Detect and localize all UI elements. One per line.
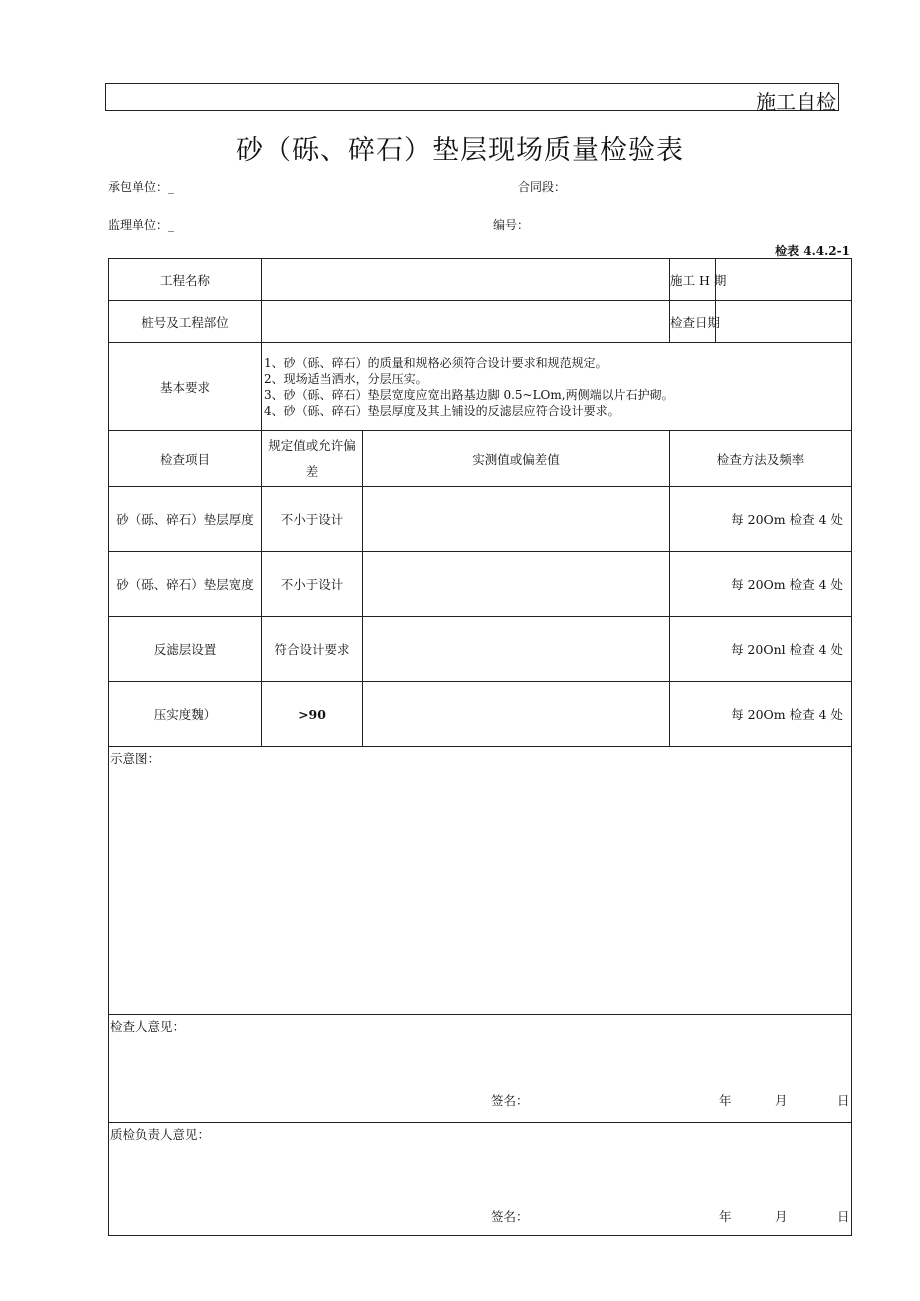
inspection-date-value[interactable] [716, 301, 852, 343]
check-method: 每 20Om 检查 4 处 [670, 487, 852, 552]
header-item: 检查项目 [109, 431, 262, 487]
requirements-list [262, 343, 852, 431]
check-spec: >90 [262, 682, 363, 747]
project-name-value[interactable] [262, 259, 670, 301]
check-method: 每 20Onl 检查 4 处 [670, 617, 852, 682]
station-row [109, 301, 852, 343]
inspector-sign-label: 签名： [491, 1093, 529, 1108]
supervisor-label: 监理单位：_ [108, 218, 175, 232]
requirement-item: 4、砂（砾、碎石）垫层厚度及其上铺设的反滤层应符合设计要求。 [264, 403, 620, 418]
check-item: 反滤层设置 [109, 617, 262, 682]
inspector-row [109, 1015, 852, 1123]
check-measured[interactable] [363, 682, 670, 747]
sketch-row [109, 747, 852, 1015]
self-check-label: 施工自检 [756, 90, 836, 114]
inspector-label: 检查人意见： [110, 1019, 186, 1034]
construction-date-text: 施工 H 期 [670, 272, 727, 288]
qc-lead-year: 年 [719, 1209, 732, 1224]
inspection-date-text: 检查日期 [670, 314, 721, 330]
requirement-item: 2、现场适当洒水，分层压实。 [264, 371, 428, 386]
requirements-row [109, 343, 852, 431]
inspector-day: 日 [837, 1093, 850, 1108]
qc-lead-opinion-area[interactable] [109, 1123, 852, 1236]
qc-lead-month: 月 [775, 1209, 788, 1224]
inspector-month: 月 [775, 1093, 788, 1108]
header-method: 检查方法及频率 [670, 431, 852, 487]
requirement-item: 3、砂（砾、碎石）垫层宽度应宽出路基边脚 0.5~LOm,两侧端以片石护砌。 [264, 387, 674, 402]
check-spec: 符合设计要求 [262, 617, 363, 682]
sketch-area[interactable] [109, 747, 852, 1015]
requirements-label: 基本要求 [109, 343, 262, 431]
check-measured[interactable] [363, 552, 670, 617]
check-measured[interactable] [363, 487, 670, 552]
qc-lead-label: 质检负责人意见： [110, 1127, 211, 1142]
check-method: 每 20Om 检查 4 处 [670, 552, 852, 617]
check-item: 砂（砾、碎石）垫层厚度 [109, 487, 262, 552]
check-method: 每 20Om 检查 4 处 [670, 682, 852, 747]
inspection-form-table [108, 258, 852, 1236]
check-row [109, 552, 852, 617]
station-label: 桩号及工程部位 [109, 301, 262, 343]
contract-section-label: 合同段： [518, 180, 567, 194]
check-row [109, 487, 852, 552]
station-value[interactable] [262, 301, 670, 343]
construction-date-value[interactable] [716, 259, 852, 301]
check-header-row [109, 431, 852, 487]
project-name-label: 工程名称 [109, 259, 262, 301]
qc-lead-day: 日 [837, 1209, 850, 1224]
sketch-label: 示意图： [110, 751, 161, 766]
qc-lead-row [109, 1123, 852, 1236]
inspector-year: 年 [719, 1093, 732, 1108]
inspector-opinion-area[interactable] [109, 1015, 852, 1123]
qc-lead-sign-label: 签名： [491, 1209, 529, 1224]
check-row [109, 617, 852, 682]
check-item: 压实度魏） [109, 682, 262, 747]
requirement-item: 1、砂（砾、碎石）的质量和规格必须符合设计要求和规范规定。 [264, 355, 608, 370]
check-item: 砂（砾、碎石）垫层宽度 [109, 552, 262, 617]
form-code: 检表 4.4.2-1 [775, 244, 850, 258]
check-spec: 不小于设计 [262, 487, 363, 552]
header-measured: 实测值或偏差值 [363, 431, 670, 487]
self-check-box [105, 83, 839, 114]
header-spec: 规定值或允许偏差 [262, 431, 363, 487]
number-label: 编号： [493, 218, 530, 232]
contractor-label: 承包单位：_ [108, 180, 175, 194]
check-spec: 不小于设计 [262, 552, 363, 617]
project-name-row [109, 259, 852, 301]
construction-date-label [670, 259, 727, 301]
inspection-date-label [670, 301, 721, 343]
check-measured[interactable] [363, 617, 670, 682]
check-row [109, 682, 852, 747]
page-title: 砂（砾、碎石）垫层现场质量检验表 [236, 135, 684, 166]
